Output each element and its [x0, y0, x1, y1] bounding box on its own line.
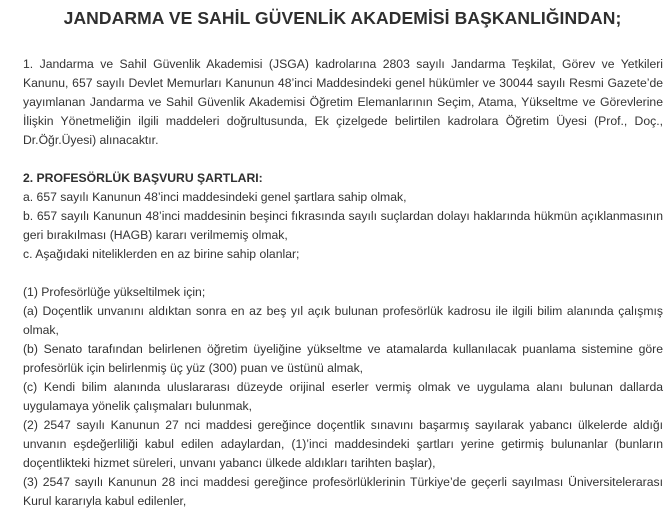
- sub-requirement-2: (2) 2547 sayılı Kanunun 27 nci maddesi gereğince doçentlik sınavını başarmış sayılarak yabancı ülkelerde aldığı unvanın eşdeğerliliği kabul edilen adaylardan, (1)’inci maddesindeki şartları yerine getirmiş bulunanlar (bunların doçentlikteki hizmet süreleri, unvanı yabancı ülkede aldıkları tarihten başlar),: [23, 418, 663, 470]
- sub-requirement-1: (1) Profesörlüğe yükseltilmek için;: [23, 285, 206, 299]
- sub-requirement-1a: (a) Doçentlik unvanını aldıktan sonra en az beş yıl açık bulunan profesörlük kadrosu ile ilgili bilim alanında çalışmış olmak,: [23, 304, 663, 337]
- sub-requirement-1c: (c) Kendi bilim alanında uluslararası düzeyde orijinal eserler vermiş olmak ve uygulama alanı bulunan dallarda uygulamaya yönelik çalışmaları bulunmak,: [23, 380, 663, 413]
- intro-paragraph: 1. Jandarma ve Sahil Güvenlik Akademisi (JSGA) kadrolarına 2803 sayılı Jandarma Teşkilat, Görev ve Yetkileri Kanunu, 657 sayılı Devlet Memurları Kanunun 48’inci Maddesindeki genel hükümler ve 30044 sayılı Resmi Gazete’de yayımlanan Jandarma ve Sahil Güvenlik Akademisi Öğretim Elemanlarının Seçim, Atama, Yükseltme ve Görevlerine İlişkin Yönetmeliğin ilgili maddeleri doğrultusunda, Ek çizelgede belirtilen kadrolara Öğretim Üyesi (Prof., Doç., Dr.Öğr.Üyesi) alınacaktır.: [23, 57, 663, 147]
- section-2-heading: 2. PROFESÖRLÜK BAŞVURU ŞARTLARI:: [23, 171, 263, 185]
- sub-requirement-3: (3) 2547 sayılı Kanunun 28 inci maddesi gereğince profesörlüklerinin Türkiye’de geçerli sayılması Üniversitelerarası Kurul kararıyla kabul edilenler,: [23, 475, 663, 508]
- requirement-a: a. 657 sayılı Kanunun 48’inci maddesindeki genel şartlara sahip olmak,: [23, 190, 407, 204]
- requirement-b: b. 657 sayılı Kanunun 48’inci maddesinin beşinci fıkrasında sayılı suçlardan dolayı haklarında hükmün açıklanmasının geri bırakılması (HAGB) kararı verilmemiş olmak,: [23, 209, 663, 242]
- sub-requirement-1b: (b) Senato tarafından belirlenen öğretim üyeliğine yükseltme ve atamalarda kullanılacak puanlama sistemine göre profesörlük için belirlenmiş üç yüz (300) puan ve üstünü almak,: [23, 342, 663, 375]
- page-title: JANDARMA VE SAHİL GÜVENLİK AKADEMİSİ BAŞKANLIĞINDAN;: [63, 8, 622, 28]
- spacer: [23, 264, 670, 283]
- requirement-c: c. Aşağıdaki niteliklerden en az birine sahip olanlar;: [23, 247, 300, 261]
